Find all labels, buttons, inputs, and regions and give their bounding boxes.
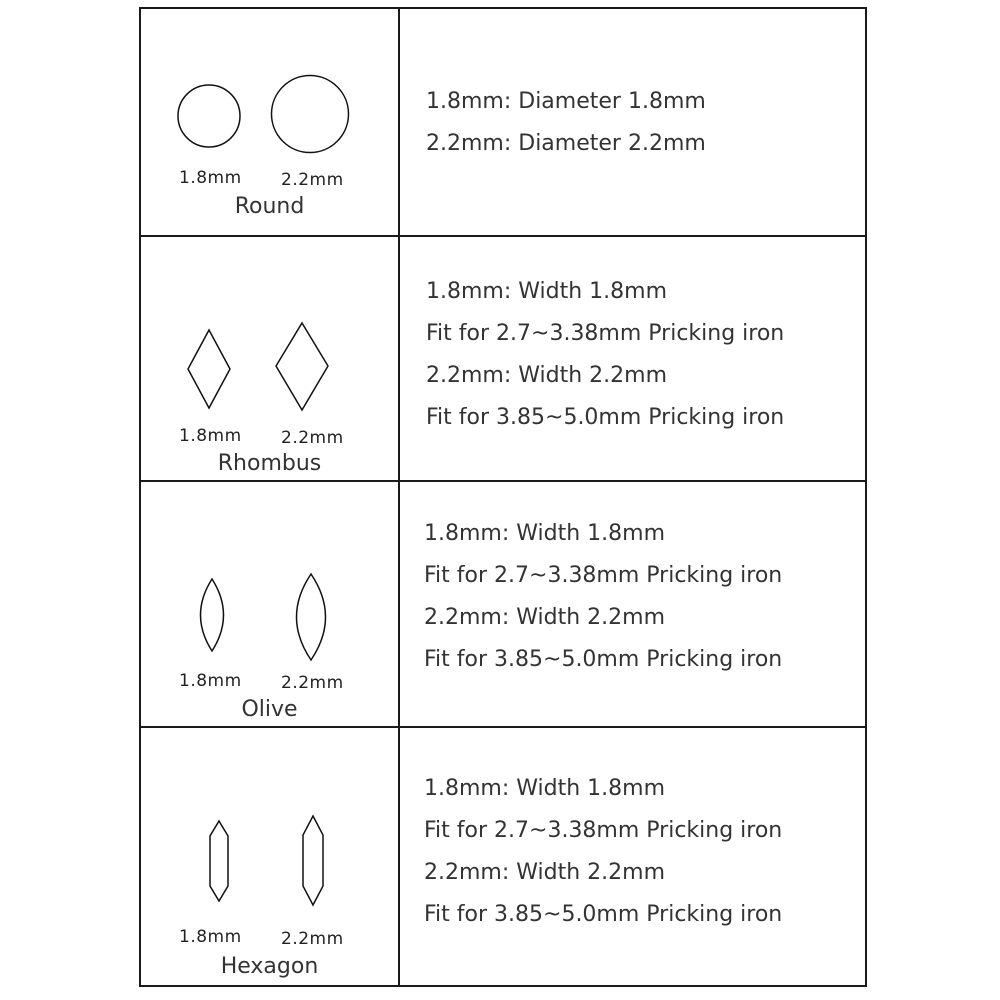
rhombus-1-8-shape xyxy=(188,330,230,408)
spec-line: 1.8mm: Width 1.8mm xyxy=(426,279,668,304)
shape-cell xyxy=(141,237,398,480)
table-row-rhombus xyxy=(141,237,865,480)
shape-spec-table xyxy=(139,7,867,987)
spec-line: 1.8mm: Diameter 1.8mm xyxy=(426,89,706,114)
shape-name: Olive xyxy=(241,697,298,722)
shape-name: Hexagon xyxy=(220,954,319,979)
olive-1-8-shape xyxy=(201,579,224,651)
spec-line: 2.2mm: Width 2.2mm xyxy=(426,363,668,388)
size-label-small: 1.8mm xyxy=(179,426,242,446)
size-label-large: 2.2mm xyxy=(281,673,344,693)
shape-cell xyxy=(141,9,398,235)
size-label-large: 2.2mm xyxy=(281,929,344,949)
size-label-small: 1.8mm xyxy=(179,671,242,691)
hexagon-1-8-shape xyxy=(210,821,228,901)
shape-name: Rhombus xyxy=(217,451,322,476)
spec-line: 1.8mm: Width 1.8mm xyxy=(424,776,666,801)
hexagon-2-2-shape xyxy=(303,816,323,905)
table-row-olive xyxy=(141,482,865,726)
round-1-8-shape xyxy=(178,85,240,147)
table-row-hexagon xyxy=(141,728,865,985)
round-2-2-shape xyxy=(272,76,349,153)
spec-line: Fit for 3.85~5.0mm Pricking iron xyxy=(424,647,783,672)
spec-cell xyxy=(400,9,865,235)
shape-name: Round xyxy=(234,194,305,219)
shape-cell xyxy=(141,482,398,726)
rhombus-2-2-shape xyxy=(276,323,328,410)
shape-cell xyxy=(141,728,398,985)
spec-line: Fit for 3.85~5.0mm Pricking iron xyxy=(424,902,783,927)
spec-line: 2.2mm: Diameter 2.2mm xyxy=(426,131,706,156)
spec-line: Fit for 2.7~3.38mm Pricking iron xyxy=(424,563,783,588)
spec-cell xyxy=(400,482,865,726)
spec-cell xyxy=(400,728,865,985)
size-label-small: 1.8mm xyxy=(179,168,242,188)
spec-line: 1.8mm: Width 1.8mm xyxy=(424,521,666,546)
size-label-large: 2.2mm xyxy=(281,428,344,448)
size-label-large: 2.2mm xyxy=(281,170,344,190)
spec-line: Fit for 2.7~3.38mm Pricking iron xyxy=(424,818,783,843)
spec-line: 2.2mm: Width 2.2mm xyxy=(424,605,666,630)
spec-line: Fit for 2.7~3.38mm Pricking iron xyxy=(426,321,785,346)
size-label-small: 1.8mm xyxy=(179,927,242,947)
spec-line: Fit for 3.85~5.0mm Pricking iron xyxy=(426,405,785,430)
spec-cell xyxy=(400,237,865,480)
spec-line: 2.2mm: Width 2.2mm xyxy=(424,860,666,885)
olive-2-2-shape xyxy=(297,574,326,660)
table-row-round xyxy=(141,9,865,235)
